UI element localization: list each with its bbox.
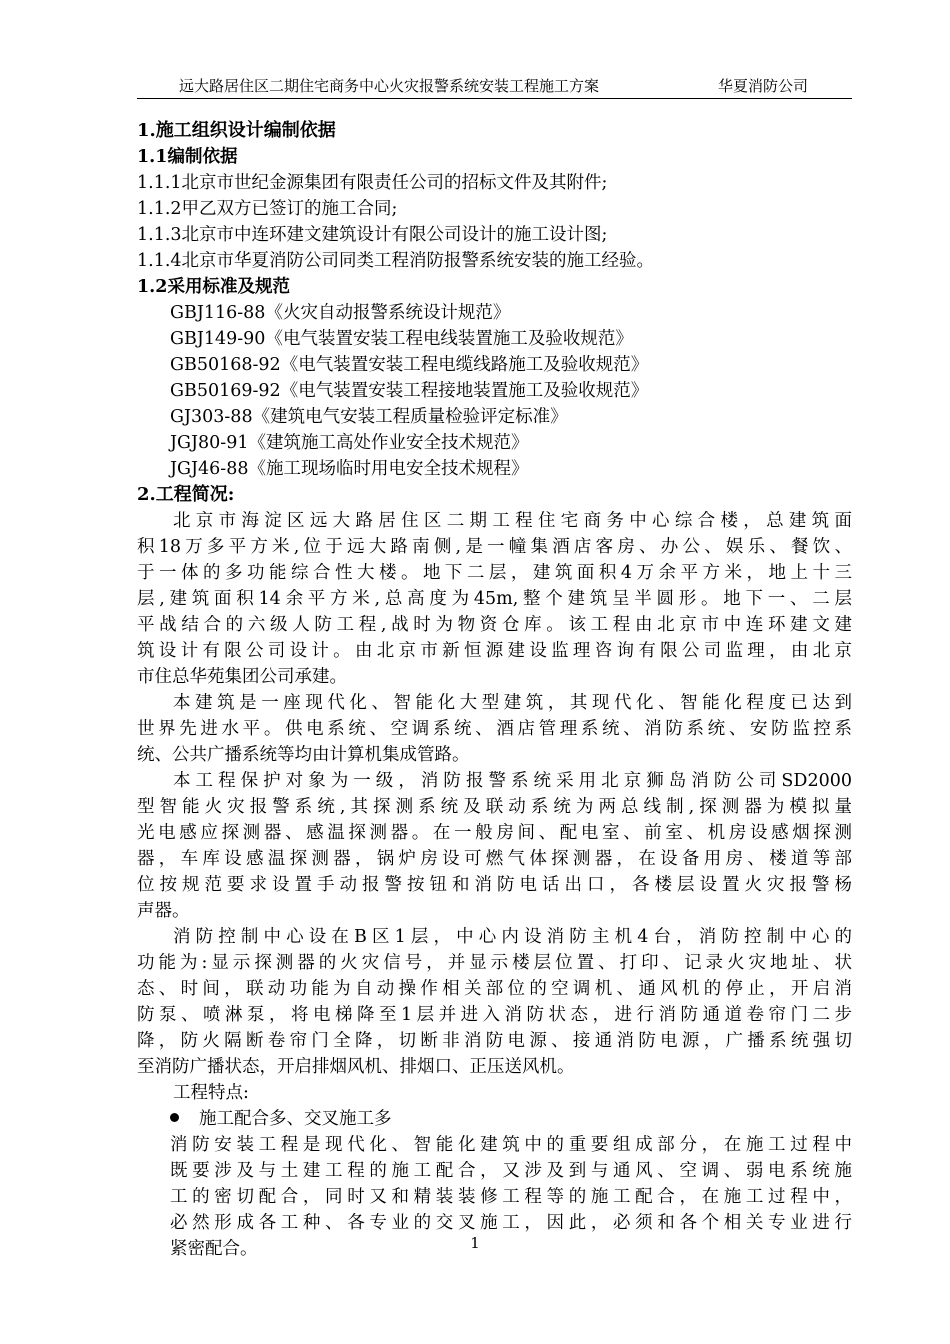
header-title: 远大路居住区二期住宅商务中心火灾报警系统安装工程施工方案 (179, 77, 600, 95)
paragraph-line: 器，车库设感温探测器，锅炉房设可燃气体探测器，在设备用房、楼道等部 (137, 849, 852, 869)
paragraph-line: 市住总华苑集团公司承建。 (137, 667, 347, 687)
document-body (137, 118, 852, 1262)
section-1-1-title: 1.1编制依据 (137, 147, 238, 167)
paragraph-overview (137, 508, 852, 690)
paragraph-line: 至消防广播状态，开启排烟风机、排烟口、正压送风机。 (137, 1057, 575, 1077)
paragraph-line: 功能为:显示探测器的火灾信号，并显示楼层位置、打印、记录火灾地址、状 (137, 953, 852, 973)
basis-item: 1.1.4北京市华夏消防公司同类工程消防报警系统安装的施工经验。 (137, 251, 655, 271)
paragraph-line: 光电感应探测器、感温探测器。在一般房间、配电室、前室、机房设感烟探测 (137, 823, 852, 843)
paragraph-line: 位按规范要求设置手动报警按钮和消防电话出口，各楼层设置火灾报警杨 (137, 875, 852, 895)
paragraph-line: 筑设计有限公司设计。由北京市新恒源建设监理咨询有限公司监理，由北京 (137, 641, 852, 661)
basis-item: 1.1.1北京市世纪金源集团有限责任公司的招标文件及其附件; (137, 173, 608, 193)
standard-item: JGJ80-91《建筑施工高处作业安全技术规范》 (170, 433, 529, 453)
paragraph-alarm-system (137, 768, 852, 924)
page-number: 1 (470, 1234, 480, 1252)
paragraph-line: 态、时间，联动功能为自动操作相关部位的空调机、通风机的停止，开启消 (137, 979, 852, 999)
standard-item: GJ303-88《建筑电气安装工程质量检验评定标准》 (170, 407, 568, 427)
section-1-title: 1.施工组织设计编制依据 (137, 120, 336, 141)
basis-item: 1.1.2甲乙双方已签订的施工合同; (137, 199, 398, 219)
paragraph-line: 本工程保护对象为一级，消防报警系统采用北京狮岛消防公司SD2000 (173, 771, 852, 791)
paragraph-line: 本建筑是一座现代化、智能化大型建筑，其现代化、智能化程度已达到 (173, 693, 852, 713)
paragraph-modernization (137, 690, 852, 768)
header-company: 华夏消防公司 (717, 77, 808, 95)
feature-bullet (137, 1106, 852, 1132)
paragraph-line: 世界先进水平。供电系统、空调系统、酒店管理系统、消防系统、安防监控系 (137, 719, 852, 739)
paragraph-line: 既要涉及与土建工程的施工配合，又涉及到与通风、空调、弱电系统施 (170, 1161, 852, 1181)
paragraph-line: 北京市海淀区远大路居住区二期工程住宅商务中心综合楼，总建筑面 (173, 511, 852, 531)
basis-item: 1.1.3北京市中连环建文建筑设计有限公司设计的施工设计图; (137, 225, 608, 245)
standard-item: GBJ149-90《电气装置安装工程电线装置施工及验收规范》 (170, 329, 633, 349)
bullet-dot-icon (170, 1113, 179, 1122)
paragraph-line: 降，防火隔断卷帘门全降，切断非消防电源、接通消防电源，广播系统强切 (137, 1031, 852, 1051)
page-header (137, 76, 852, 99)
standard-item: GB50169-92《电气装置安装工程接地装置施工及验收规范》 (170, 381, 649, 401)
paragraph-line: 统、公共广播系统等均由计算机集成管路。 (137, 745, 470, 765)
paragraph-line: 层,建筑面积14余平方米,总高度为45m,整个建筑呈半圆形。地下一、二层 (137, 589, 852, 609)
section-1-2-title: 1.2采用标准及规范 (137, 277, 290, 297)
standard-item: JGJ46-88《施工现场临时用电安全技术规程》 (170, 459, 529, 479)
paragraph-line: 积18万多平方米,位于远大路南侧,是一幢集酒店客房、办公、娱乐、餐饮、 (137, 537, 852, 557)
features-label: 工程特点: (173, 1083, 249, 1103)
standard-item: GBJ116-88《火灾自动报警系统设计规范》 (170, 303, 511, 323)
paragraph-line: 必然形成各工种、各专业的交叉施工，因此，必须和各个相关专业进行 (170, 1213, 852, 1233)
paragraph-line: 紧密配合。 (170, 1239, 258, 1259)
standard-item: GB50168-92《电气装置安装工程电缆线路施工及验收规范》 (170, 355, 649, 375)
section-2-title: 2.工程简况: (137, 484, 235, 505)
paragraph-line: 消防安装工程是现代化、智能化建筑中的重要组成部分，在施工过程中 (170, 1135, 852, 1155)
paragraph-line: 消防控制中心设在B区1层，中心内设消防主机4台，消防控制中心的 (173, 927, 852, 947)
paragraph-line: 声器。 (137, 901, 190, 921)
feature-bullet-text: 施工配合多、交叉施工多 (199, 1109, 392, 1129)
paragraph-control-center (137, 924, 852, 1080)
paragraph-line: 于一体的多功能综合性大楼。地下二层，建筑面积4万余平方米，地上十三 (137, 563, 852, 583)
paragraph-line: 型智能火灾报警系统,其探测系统及联动系统为两总线制,探测器为模拟量 (137, 797, 852, 817)
paragraph-line: 防泵、喷淋泵，将电梯降至1层并进入消防状态，进行消防通道卷帘门二步 (137, 1005, 852, 1025)
paragraph-line: 工的密切配合，同时又和精装装修工程等的施工配合，在施工过程中， (170, 1187, 852, 1207)
paragraph-line: 平战结合的六级人防工程,战时为物资仓库。该工程由北京市中连环建文建 (137, 615, 852, 635)
